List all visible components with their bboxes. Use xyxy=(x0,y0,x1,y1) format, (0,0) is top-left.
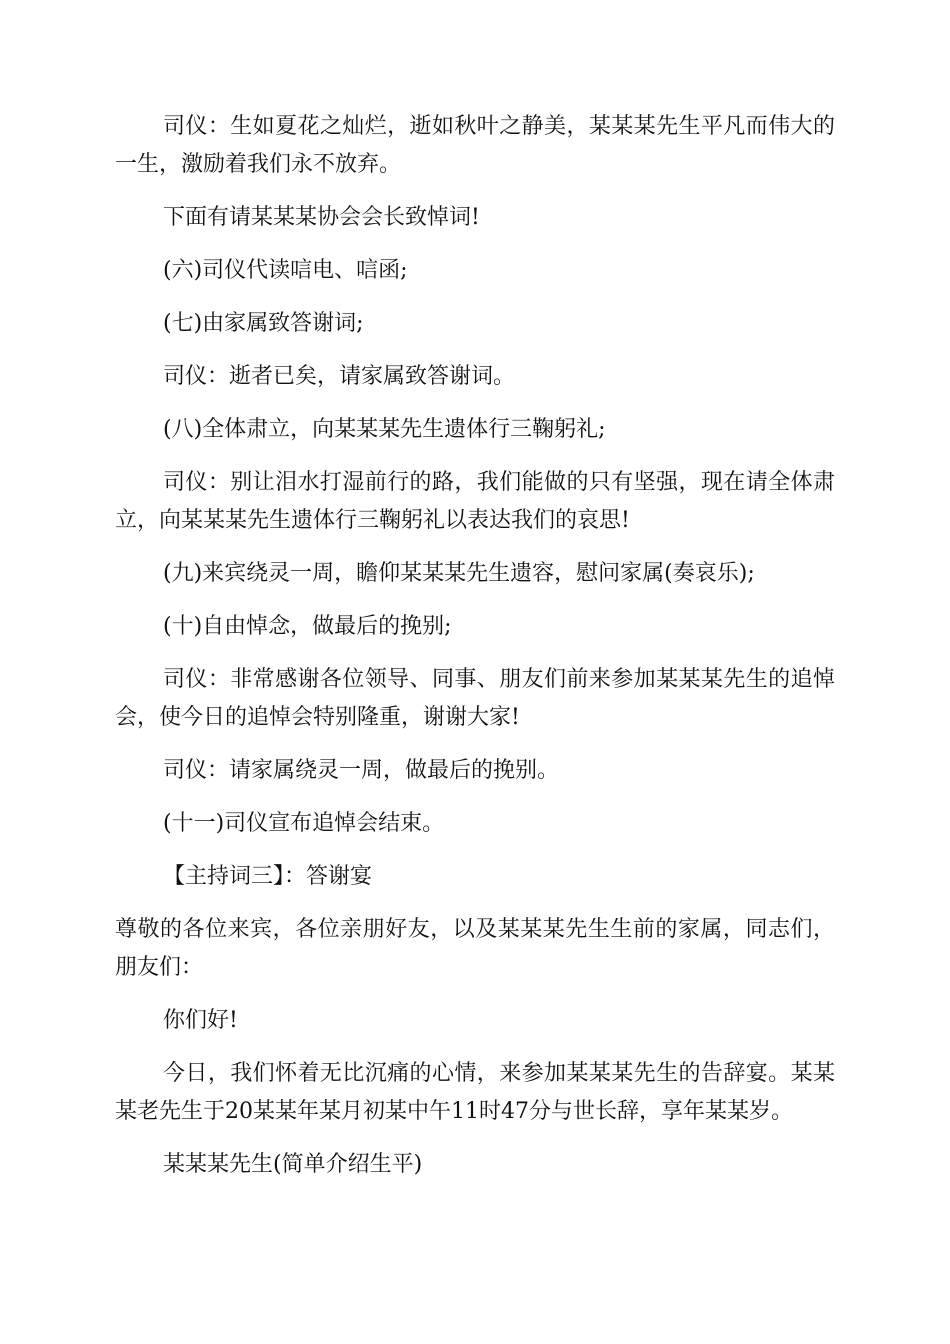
paragraph: (六)司仪代读唁电、唁函; xyxy=(163,258,408,283)
paragraph: (十一)司仪宣布追悼会结束。 xyxy=(163,811,445,836)
document-body xyxy=(115,108,835,1199)
paragraph: 司仪：逝者已矣，请家属致答谢词。 xyxy=(163,364,516,389)
paragraph: 司仪：别让泪水打湿前行的路，我们能做的只有坚强，现在请全体肃立，向某某某先生遗体行三鞠躬礼以表达我们的哀思! xyxy=(115,470,835,533)
paragraph: (七)由家属致答谢词; xyxy=(163,311,364,336)
paragraph: 某某某先生(简单介绍生平) xyxy=(163,1152,423,1177)
paragraph: (九)来宾绕灵一周，瞻仰某某某先生遗容，慰问家属(奏哀乐); xyxy=(163,561,755,586)
paragraph: 司仪：生如夏花之灿烂，逝如秋叶之静美，某某某先生平凡而伟大的一生，激励着我们永不放弃。 xyxy=(115,114,835,177)
salutation: 尊敬的各位来宾，各位亲朋好友，以及某某某先生生前的家属，同志们，朋友们： xyxy=(115,917,835,980)
paragraph: 司仪：请家属绕灵一周，做最后的挽别。 xyxy=(163,758,560,783)
paragraph: 今日，我们怀着无比沉痛的心情，来参加某某某先生的告辞宴。某某某老先生于20某某年某月初某中午11时47分与世长辞，享年某某岁。 xyxy=(115,1061,835,1124)
paragraph: 司仪：非常感谢各位领导、同事、朋友们前来参加某某某先生的追悼会，使今日的追悼会特别隆重，谢谢大家! xyxy=(115,667,835,730)
paragraph: (十)自由悼念，做最后的挽别; xyxy=(163,614,452,639)
paragraph: 下面有请某某某协会会长致悼词! xyxy=(163,205,480,230)
section-heading: 【主持词三】：答谢宴 xyxy=(163,864,373,889)
paragraph: (八)全体肃立，向某某某先生遗体行三鞠躬礼; xyxy=(163,417,606,442)
paragraph: 你们好! xyxy=(163,1008,238,1033)
